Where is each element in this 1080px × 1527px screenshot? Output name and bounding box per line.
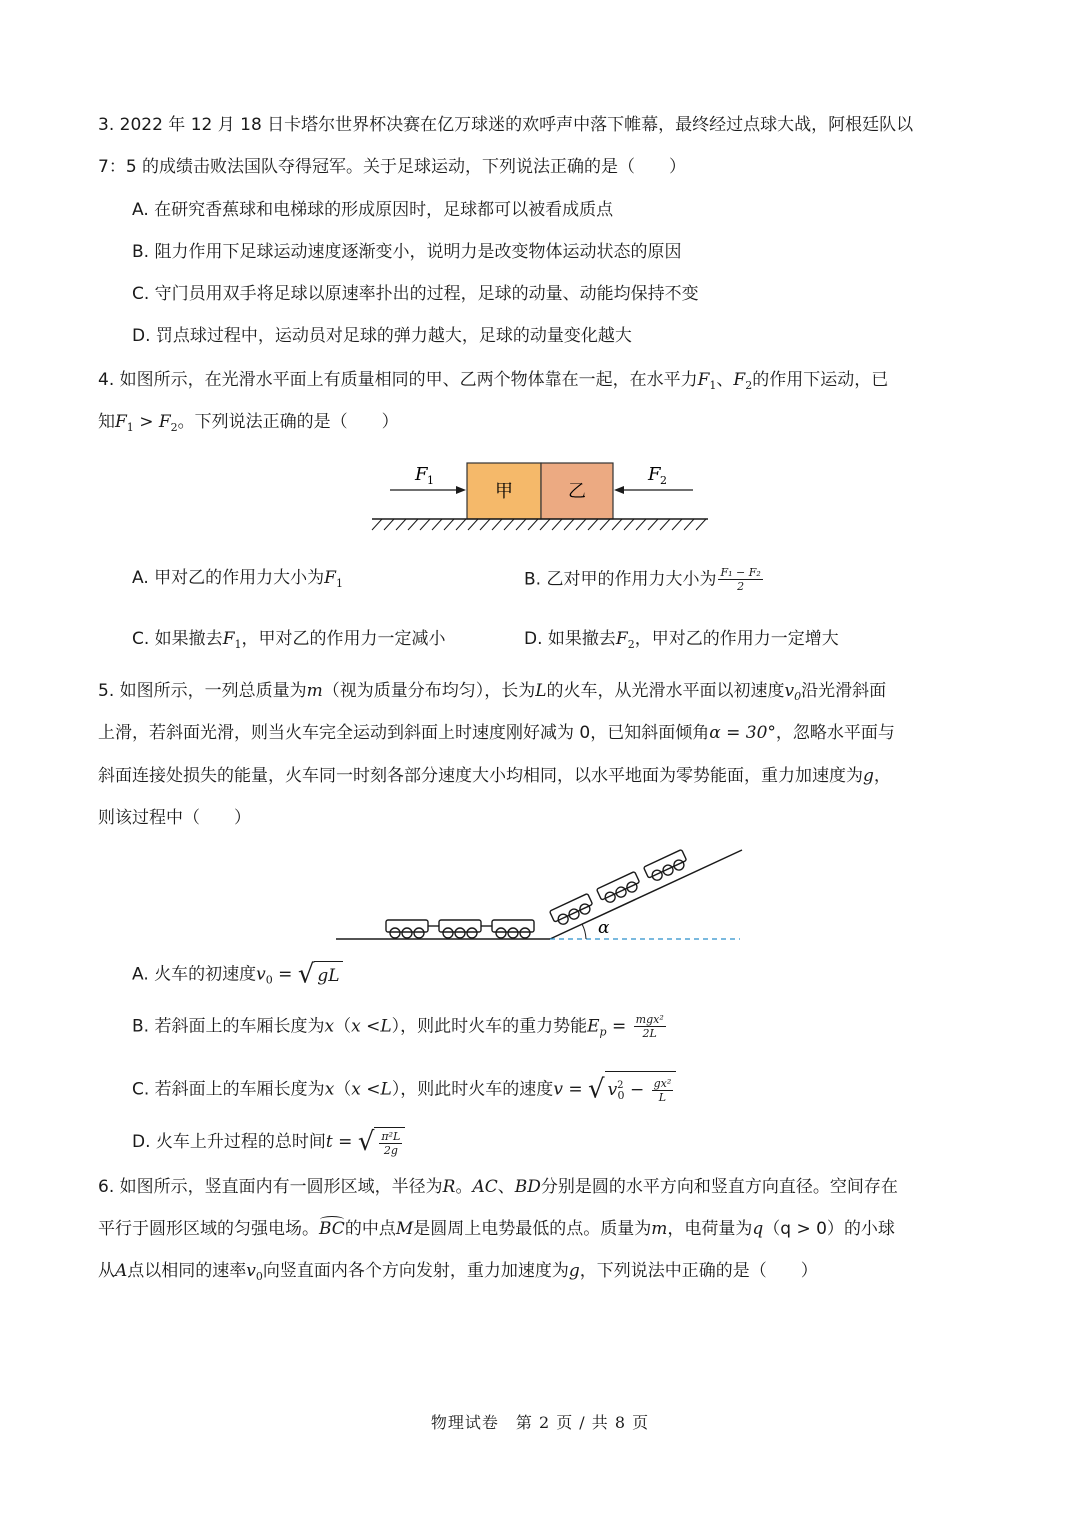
angle-alpha-label: α [598,918,610,938]
q4-option-b: B. 乙对甲的作用力大小为 $\frac{\text{F₁ − F₂}}{2}$ [524,566,761,593]
q5-stem-line2: 上滑，若斜面光滑，则当火车完全运动到斜面上时速度刚好减为 0，已知斜面倾角α = 30°，忽略水平面与 [98,723,895,743]
incline-surface [550,850,742,939]
q5-train-incline-figure [330,845,750,950]
figure-f2-sub: 2 [660,474,667,487]
q4-stem-line1: 4. 如图所示，在光滑水平面上有质量相同的甲、乙两个物体靠在一起，在水平力$F_1$、$F_2$的作用下运动，已 [98,370,889,392]
block-yi-label: 乙 [568,481,586,502]
page-footer: 物理试卷 第 2 页 / 共 8 页 [430,1413,650,1432]
q5-option-d: D. 火车上升过程的总时间t = √ $\frac{\text{π²L}}{2g}$ [132,1127,405,1157]
figure-f2-label: F [648,464,661,485]
q3-option-c: C. 守门员用双手将足球以原速率扑出的过程，足球的动量、动能均保持不变 [132,284,699,304]
figure-f1-arrowhead [456,486,466,494]
q3-stem-line1: 3. 2022 年 12 月 18 日卡塔尔世界杯决赛在亿万球迷的欢呼声中落下帷幕，最终经过点球大战，阿根廷队以 [98,115,914,135]
q3-stem-line2: 7：5 的成绩击败法国队夺得冠军。关于足球运动，下列说法正确的是（ ） [98,157,687,177]
q3-option-d: D. 罚点球过程中，运动员对足球的弹力越大，足球的动量变化越大 [132,326,632,346]
q5-option-b: B. 若斜面上的车厢长度为x（x <L），则此时火车的重力势能$E_p$ = $\frac{\text{mgx²}}{2L}$ [132,1013,664,1040]
q5-option-c: C. 若斜面上的车厢长度为x（x <L），则此时火车的速度v = √ $v^2_0$ − $\frac{\text{gx²}}{L}$ [132,1071,676,1108]
q5-option-a: A. 火车的初速度$v_0$ = √ gL [132,961,343,993]
q4-option-c: C. 如果撤去$F_1$，甲对乙的作用力一定减小 [132,629,446,651]
figure-f2-arrowhead [614,486,624,494]
q6-stem-line3: 从A点以相同的速率$v_0$向竖直面内各个方向发射，重力加速度为g，下列说法中正确的是（ ） [98,1261,818,1283]
q4-option-a: A. 甲对乙的作用力大小为$F_1$ [132,568,343,590]
q4-stem-line2: 知$F_1 > F_2$。下列说法正确的是（ ） [98,412,399,434]
figure-f1-label: F [415,464,428,485]
block-jia-label: 甲 [495,481,513,502]
q3-option-b: B. 阻力作用下足球运动速度逐渐变小，说明力是改变物体运动状态的原因 [132,242,682,262]
incline-cars [550,849,690,927]
q4-option-d: D. 如果撤去$F_2$，甲对乙的作用力一定增大 [524,629,839,651]
q4-blocks-figure [360,455,720,535]
flat-cars [386,920,534,938]
figure-f1-sub: 1 [427,474,434,487]
q5-stem-line1: 5. 如图所示，一列总质量为m（视为质量分布均匀），长为L的火车，从光滑水平面以初速度$v_0$沿光滑斜面 [98,681,887,703]
arc-bc: BC [319,1219,345,1239]
q5-stem-line4: 则该过程中（ ） [98,808,251,828]
q6-stem-line1: 6. 如图所示，竖直面内有一圆形区域，半径为R。AC、BD分别是圆的水平方向和竖直方向直径。空间存在 [98,1177,898,1197]
q6-stem-line2: 平行于圆形区域的匀强电场。BC 的中点M是圆周上电势最低的点。质量为m，电荷量为q（q > 0）的小球 [98,1217,895,1241]
q5-stem-line3: 斜面连接处损失的能量，火车同一时刻各部分速度大小均相同，以水平地面为零势能面，重力加速度为g， [98,766,891,786]
ground-hatching [372,519,706,530]
q3-option-a: A. 在研究香蕉球和电梯球的形成原因时，足球都可以被看成质点 [132,200,614,220]
angle-arc [582,924,586,939]
